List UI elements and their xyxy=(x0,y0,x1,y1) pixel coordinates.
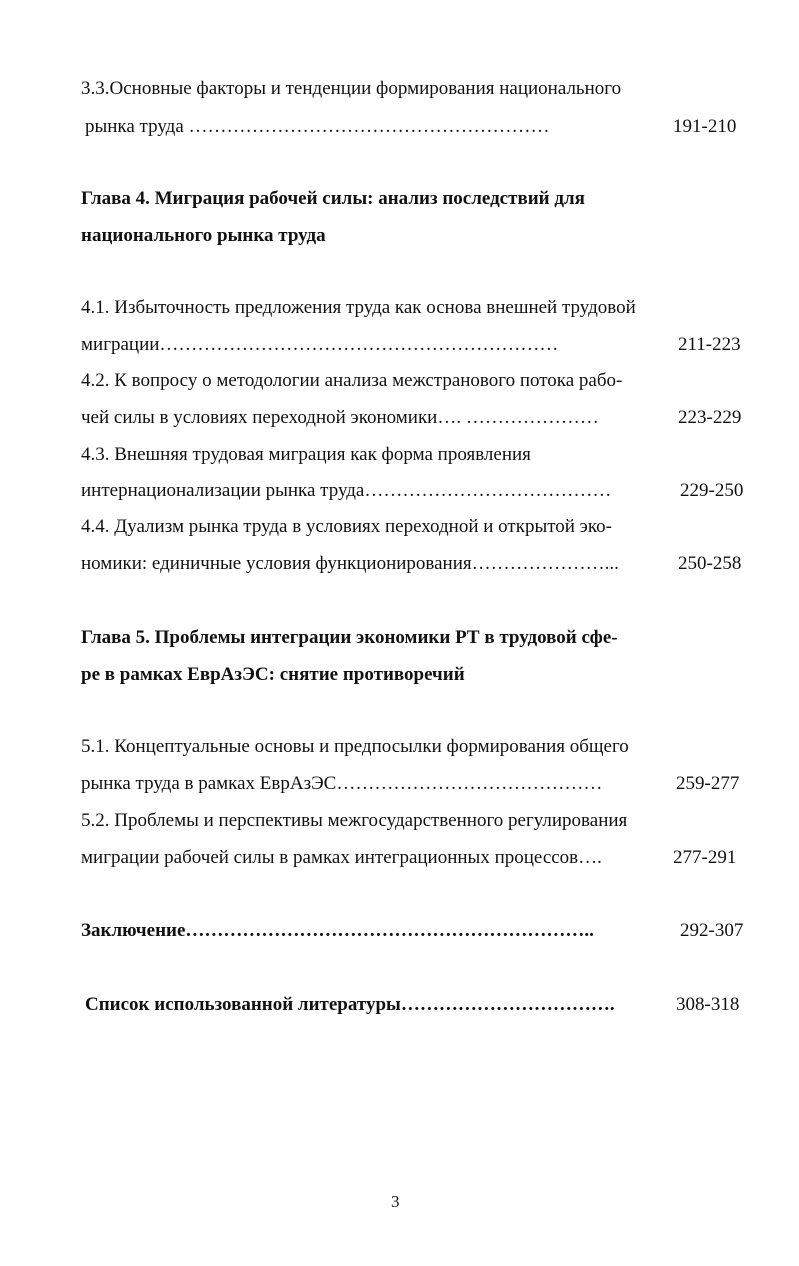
toc-bibliography-pages: 308-318 xyxy=(676,994,740,1015)
toc-4-1-pages: 211-223 xyxy=(678,334,741,355)
toc-4-4-title-line-2: номики: единичные условия функционирования…………………... xyxy=(81,553,619,574)
toc-3-3-title-line-2: рынка труда ………………………………………………… xyxy=(85,116,550,137)
toc-4-1-title-line-1: 4.1. Избыточность предложения труда как основа внешней трудовой xyxy=(81,297,636,318)
toc-4-2-pages: 223-229 xyxy=(678,407,742,428)
toc-4-2-title-line-2: чей силы в условиях переходной экономики…. ………………… xyxy=(81,407,599,428)
toc-5-1-title-line-1: 5.1. Концептуальные основы и предпосылки формирования общего xyxy=(81,736,629,757)
chapter-4-heading-line-1: Глава 4. Миграция рабочей силы: анализ последствий для xyxy=(81,188,585,209)
toc-4-3-title-line-1: 4.3. Внешняя трудовая миграция как форма проявления xyxy=(81,444,531,465)
toc-3-3-pages: 191-210 xyxy=(673,116,737,137)
toc-4-4-pages: 250-258 xyxy=(678,553,742,574)
toc-3-3-title-line-1: 3.3.Основные факторы и тенденции формирования национального xyxy=(81,78,622,99)
toc-conclusion-pages: 292-307 xyxy=(680,920,744,941)
toc-5-2-title-line-2: миграции рабочей силы в рамках интеграционных процессов…. xyxy=(81,847,602,868)
toc-4-3-title-line-2: интернационализации рынка труда………………………………… xyxy=(81,480,612,501)
toc-5-2-pages: 277-291 xyxy=(673,847,737,868)
chapter-5-heading-line-1: Глава 5. Проблемы интеграции экономики РТ в трудовой сфе- xyxy=(81,627,618,648)
chapter-5-heading-line-2: ре в рамках ЕврАзЭС: снятие противоречий xyxy=(81,664,465,685)
toc-5-2-title-line-1: 5.2. Проблемы и перспективы межгосударственного регулирования xyxy=(81,810,628,831)
chapter-4-heading-line-2: национального рынка труда xyxy=(81,225,326,246)
toc-4-4-title-line-1: 4.4. Дуализм рынка труда в условиях переходной и открытой эко- xyxy=(81,516,612,537)
toc-4-1-title-line-2: миграции……………………………………………………… xyxy=(81,334,559,355)
toc-4-3-pages: 229-250 xyxy=(680,480,744,501)
toc-5-1-title-line-2: рынка труда в рамках ЕврАзЭС…………………………………… xyxy=(81,773,603,794)
toc-conclusion-title: Заключение……………………………………………………….. xyxy=(81,920,594,941)
toc-bibliography-title: Список использованной литературы……………………………. xyxy=(85,994,615,1015)
toc-5-1-pages: 259-277 xyxy=(676,773,740,794)
page-number: 3 xyxy=(391,1192,400,1211)
toc-4-2-title-line-1: 4.2. К вопросу о методологии анализа межстранового потока рабо- xyxy=(81,370,623,391)
